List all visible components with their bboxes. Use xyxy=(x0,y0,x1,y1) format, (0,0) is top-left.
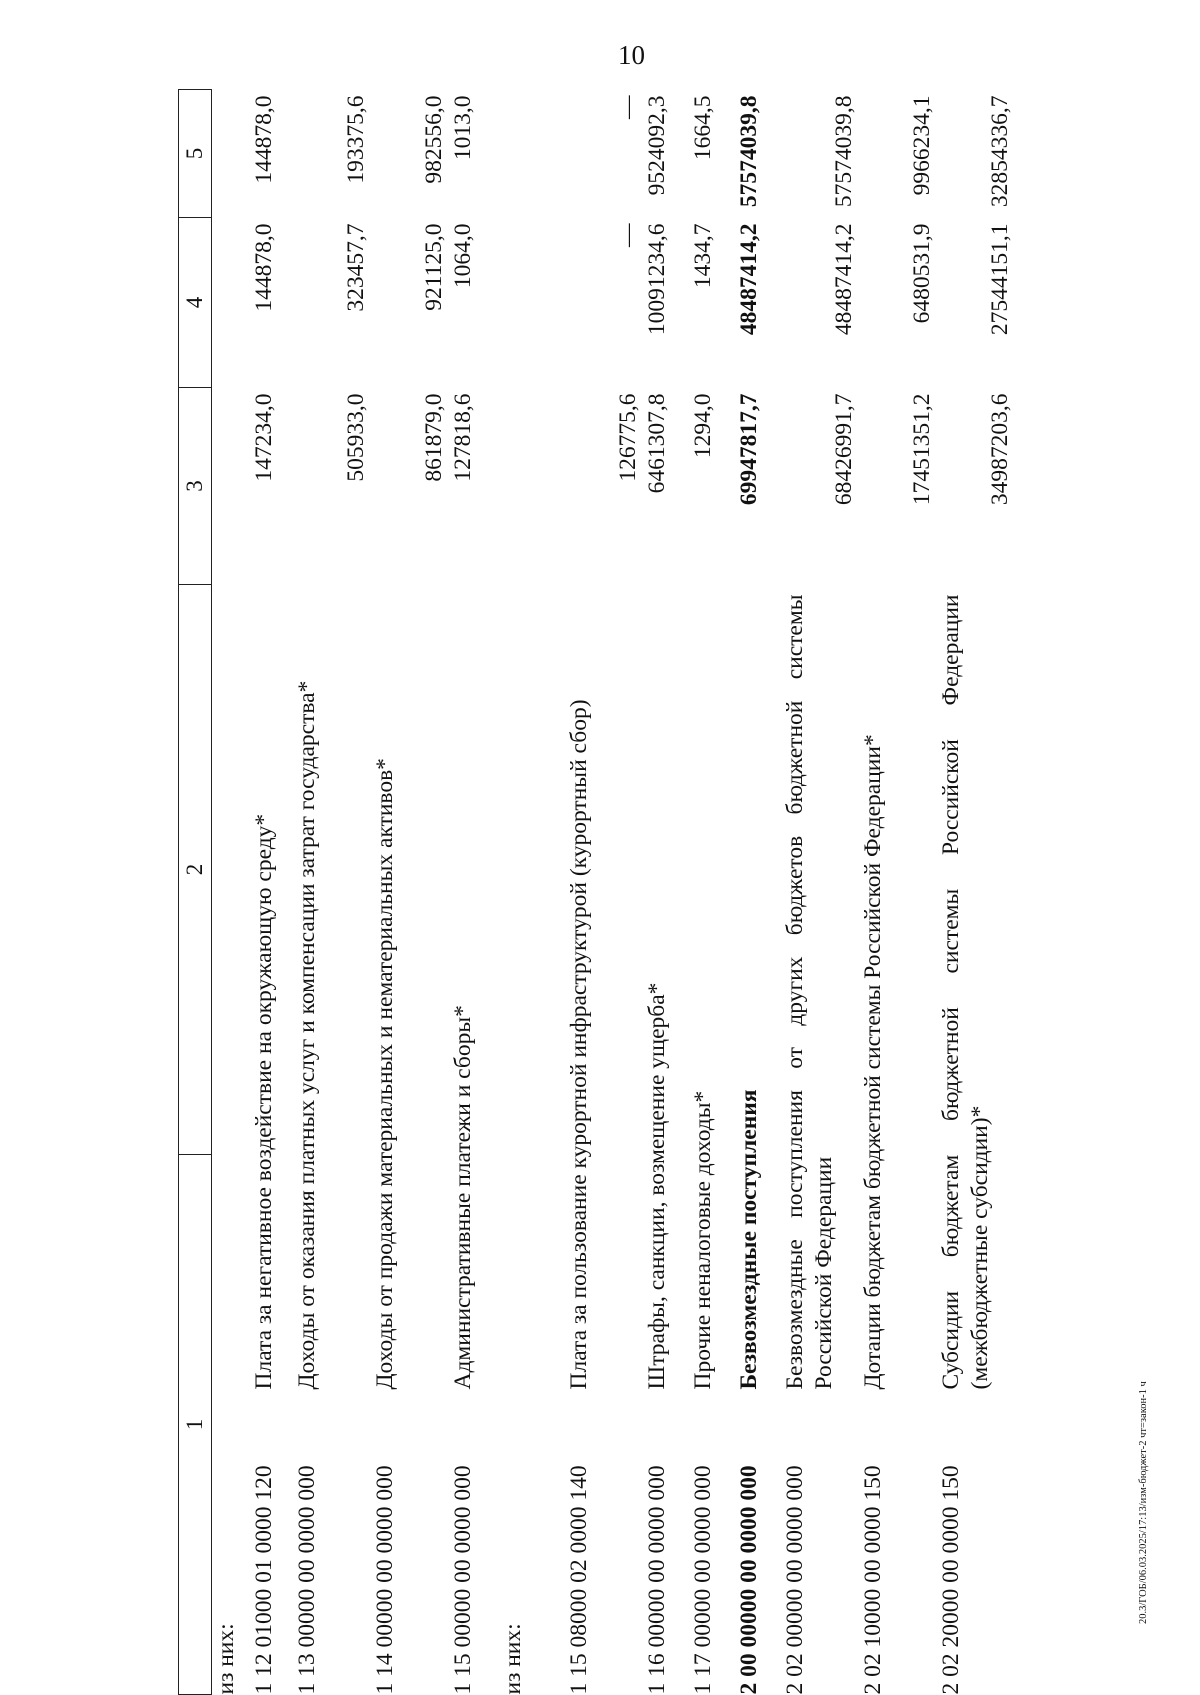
income-name: Доходы от продажи материальных и нематериальных активов* xyxy=(371,758,398,1390)
budget-code: 1 13 00000 00 0000 000 xyxy=(293,1465,320,1695)
table-row xyxy=(859,90,937,1695)
income-name: Доходы от оказания платных услуг и компенсации затрат государства* xyxy=(293,680,320,1390)
amount-col-4: 323457,7 xyxy=(342,223,369,312)
income-name: Субсидии бюджетам бюджетной системы Российской Федерации (межбюджетные субсидии)* xyxy=(937,594,993,1390)
table-subhead-row xyxy=(499,90,565,1695)
amount-col-5: — xyxy=(614,95,641,119)
amount-col-3: 68426991,7 xyxy=(830,393,857,506)
column-header: 1 xyxy=(179,1155,212,1695)
income-name: Плата за негативное воздействие на окружающую среду* xyxy=(250,813,277,1390)
amount-col-5: 9966234,1 xyxy=(908,95,935,196)
amount-col-3: 127818,6 xyxy=(449,393,476,482)
table-row xyxy=(937,90,1015,1695)
table-row xyxy=(565,90,643,1695)
amount-col-3: 34987203,6 xyxy=(986,393,1013,506)
amount-col-4: 48487414,2 xyxy=(830,223,857,336)
amount-col-3: 69947817,7 xyxy=(735,393,762,506)
column-header: 3 xyxy=(179,388,212,585)
amount-col-3: 147234,0 xyxy=(250,393,277,482)
table-row xyxy=(781,90,859,1695)
amount-col-3: 861879,0 xyxy=(420,393,447,482)
budget-code: 2 02 20000 00 0000 150 xyxy=(937,1465,964,1695)
table-row xyxy=(293,90,371,1695)
amount-col-5: 1664,5 xyxy=(689,95,716,161)
amount-col-5: 982556,0 xyxy=(420,95,447,184)
budget-table xyxy=(178,89,1015,1695)
income-name: Безвозмездные поступления от других бюджетов бюджетной системы Российской Федерации xyxy=(781,594,837,1390)
table-row xyxy=(735,90,781,1695)
amount-col-5: 57574039,8 xyxy=(830,95,857,208)
amount-col-4: 921125,0 xyxy=(420,223,447,311)
table-row xyxy=(689,90,735,1695)
amount-col-4: 6480531,9 xyxy=(908,223,935,324)
page-number: 10 xyxy=(618,40,645,70)
amount-col-3: 6461307,8 xyxy=(643,393,670,494)
amount-col-5: 9524092,3 xyxy=(643,95,670,196)
budget-code: 2 02 00000 00 0000 000 xyxy=(781,1465,808,1695)
budget-code: 1 16 00000 00 0000 000 xyxy=(643,1465,670,1695)
amount-col-5: 193375,6 xyxy=(342,95,369,184)
amount-col-4: 1064,0 xyxy=(449,223,476,289)
amount-col-3: 126775,6 xyxy=(614,393,641,482)
rotated-table-sheet xyxy=(178,90,1060,1695)
income-name: Безвозмездные поступления xyxy=(735,1089,762,1390)
income-name: Штрафы, санкции, возмещение ущерба* xyxy=(643,982,670,1390)
column-header: 2 xyxy=(179,585,212,1155)
amount-col-5: 144878,0 xyxy=(250,95,277,184)
subhead-label: из них: xyxy=(499,1623,526,1695)
column-header: 4 xyxy=(179,218,212,388)
income-name: Прочие неналоговые доходы* xyxy=(689,1090,716,1390)
table-header-row xyxy=(179,90,212,1695)
amount-col-4: 27544151,1 xyxy=(986,223,1013,336)
amount-col-4: 144878,0 xyxy=(250,223,277,312)
amount-col-3: 17451351,2 xyxy=(908,393,935,506)
table-row xyxy=(449,90,499,1695)
income-name: Дотации бюджетам бюджетной системы Российской Федерации* xyxy=(859,734,886,1390)
amount-col-5: 57574039,8 xyxy=(735,95,762,208)
table-row xyxy=(250,90,293,1695)
budget-code: 1 15 00000 00 0000 000 xyxy=(449,1465,476,1695)
table-row xyxy=(643,90,689,1695)
table-body xyxy=(212,90,1015,1695)
budget-code: 2 00 00000 00 0000 000 xyxy=(735,1465,762,1695)
income-name: Плата за пользование курортной инфраструктурой (курортный сбор) xyxy=(565,699,592,1390)
budget-code: 1 14 00000 00 0000 000 xyxy=(371,1465,398,1695)
amount-col-4: 48487414,2 xyxy=(735,223,762,336)
amount-col-5: 32854336,7 xyxy=(986,95,1013,208)
table-subhead-row xyxy=(212,90,250,1695)
amount-col-4: 10091234,6 xyxy=(643,223,670,336)
budget-code: 1 17 00000 00 0000 000 xyxy=(689,1465,716,1695)
budget-code: 2 02 10000 00 0000 150 xyxy=(859,1465,886,1695)
amount-col-5: 1013,0 xyxy=(449,95,476,161)
income-name: Административные платежи и сборы* xyxy=(449,1005,476,1390)
document-footer-stamp: 20.3/ГОБ/06.03.2025/17:13/изм-бюджет-2 чт=закон-1 ч xyxy=(1138,1381,1149,1624)
subhead-label: из них: xyxy=(213,1623,239,1695)
amount-col-3: 505933,0 xyxy=(342,393,369,482)
column-header: 5 xyxy=(179,90,212,218)
amount-col-3: 1294,0 xyxy=(689,393,716,459)
amount-col-4: — xyxy=(614,223,641,247)
amount-col-4: 1434,7 xyxy=(689,223,716,289)
table-row xyxy=(371,90,449,1695)
budget-code: 1 12 01000 01 0000 120 xyxy=(250,1465,277,1695)
budget-code: 1 15 08000 02 0000 140 xyxy=(565,1465,592,1695)
